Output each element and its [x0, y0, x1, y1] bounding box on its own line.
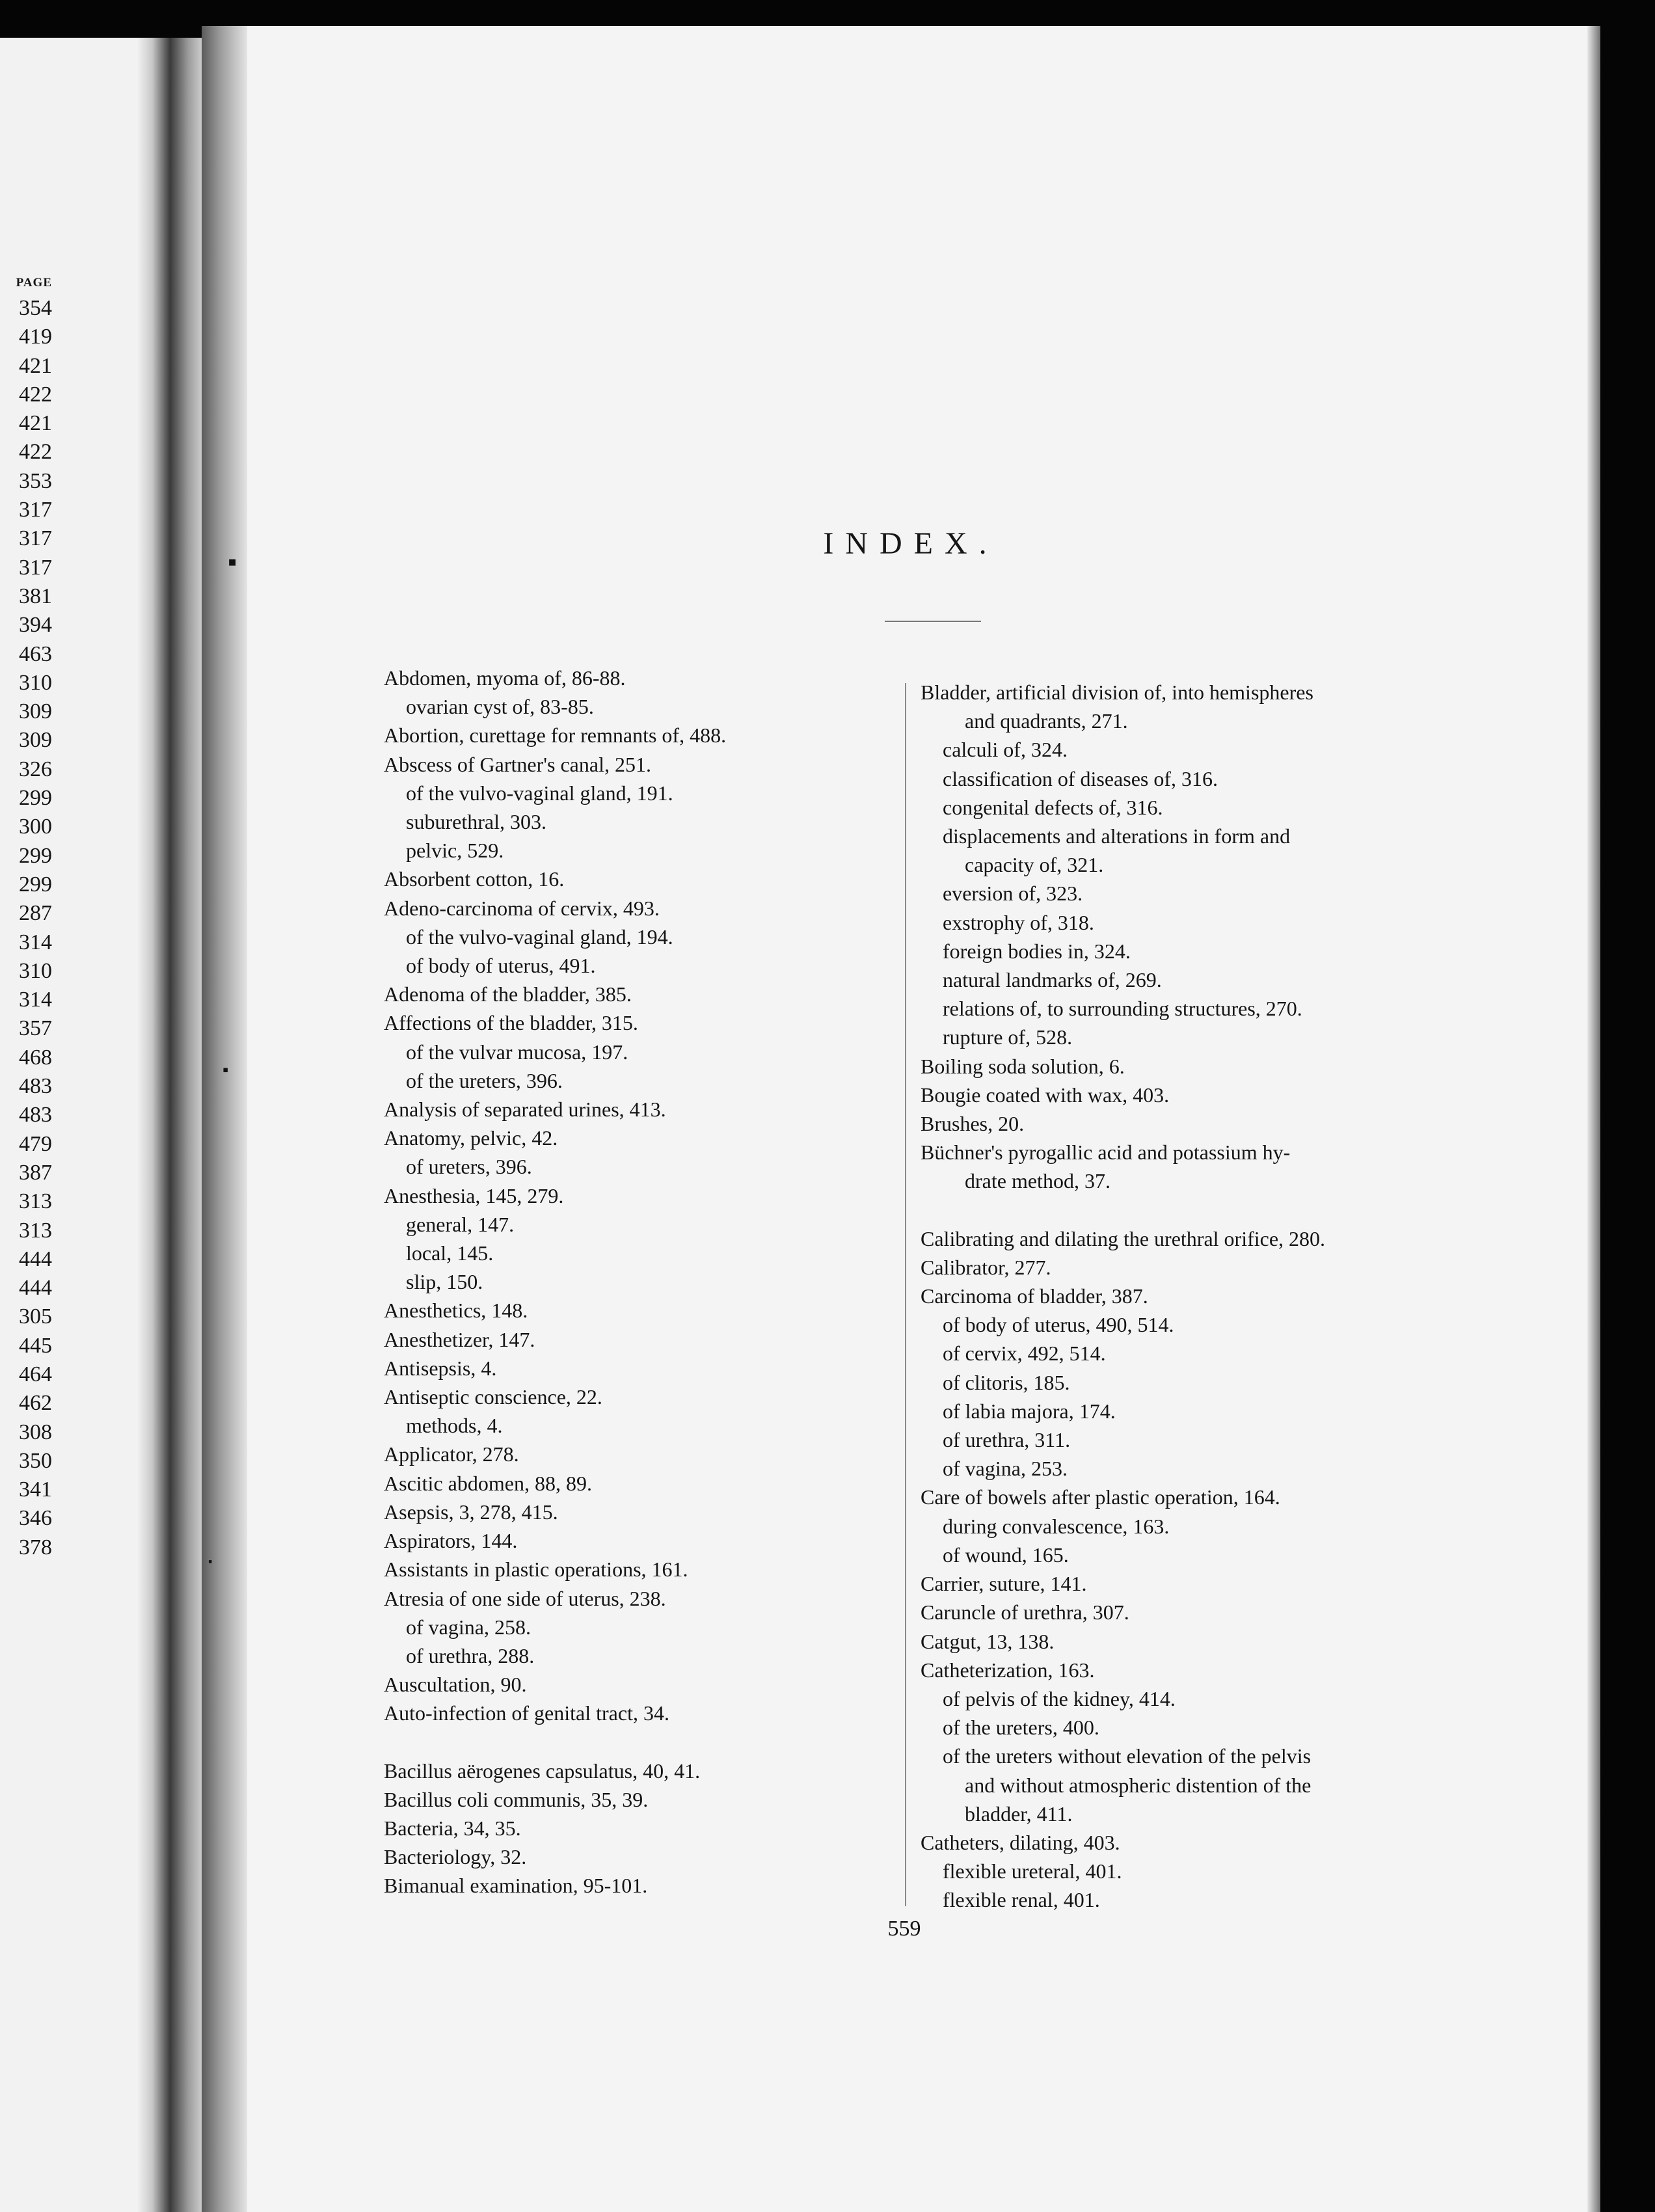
index-subentry: general, 147.: [406, 1212, 515, 1236]
previous-page-number: 444: [19, 1276, 52, 1301]
index-entry: Applicator, 278.: [384, 1442, 519, 1466]
previous-page-number: 317: [19, 555, 52, 580]
index-subentry: drate method, 37.: [965, 1169, 1110, 1193]
index-entry: Asepsis, 3, 278, 415.: [384, 1500, 558, 1524]
index-subentry: capacity of, 321.: [965, 853, 1104, 877]
index-subentry: of body of uterus, 490, 514.: [943, 1313, 1174, 1337]
previous-page-number: 346: [19, 1506, 52, 1531]
index-entry: Bacteriology, 32.: [384, 1845, 527, 1869]
previous-page-number: 357: [19, 1016, 52, 1041]
index-subentry: flexible renal, 401.: [943, 1888, 1100, 1912]
index-entry: Catgut, 13, 138.: [921, 1629, 1055, 1653]
section-gap: [384, 1728, 891, 1757]
index-entry: Auscultation, 90.: [384, 1673, 527, 1697]
previous-page-number: 326: [19, 757, 52, 781]
index-entry: Analysis of separated urines, 413.: [384, 1098, 666, 1122]
index-entry: Brushes, 20.: [921, 1112, 1025, 1136]
previous-page-number: 310: [19, 670, 52, 695]
index-entry: Antiseptic conscience, 22.: [384, 1385, 602, 1409]
index-entry: Abdomen, myoma of, 86-88.: [384, 666, 626, 690]
previous-page-number: 317: [19, 526, 52, 551]
previous-page-number: 419: [19, 325, 52, 349]
index-entry: Carrier, suture, 141.: [921, 1572, 1087, 1596]
previous-page-number: 299: [19, 872, 52, 897]
previous-page-number: 313: [19, 1218, 52, 1243]
previous-page-number: 394: [19, 613, 52, 638]
previous-page-number: 421: [19, 411, 52, 436]
index-entry: Absorbent cotton, 16.: [384, 867, 565, 891]
previous-page-number: 354: [19, 296, 52, 320]
previous-page-numbers: [0, 272, 52, 1562]
index-subentry: methods, 4.: [406, 1414, 503, 1438]
index-subentry: of vagina, 253.: [943, 1457, 1068, 1481]
index-entry: Anatomy, pelvic, 42.: [384, 1126, 558, 1150]
scan-right-border: [1600, 26, 1655, 2212]
index-entry: Bimanual examination, 95-101.: [384, 1874, 648, 1898]
previous-page-header: PAGE: [16, 276, 52, 290]
book-binding-shadow: [202, 26, 247, 2212]
index-entry: Adeno-carcinoma of cervix, 493.: [384, 896, 660, 920]
index-entry: Caruncle of urethra, 307.: [921, 1600, 1129, 1625]
index-subentry: local, 145.: [406, 1241, 494, 1265]
previous-page-number: 422: [19, 440, 52, 465]
index-subentry: relations of, to surrounding structures, 270.: [943, 997, 1302, 1021]
index-subentry: of urethra, 311.: [943, 1428, 1071, 1452]
previous-page-number: 483: [19, 1074, 52, 1099]
index-subentry: of wound, 165.: [943, 1543, 1069, 1567]
index-subentry: natural landmarks of, 269.: [943, 968, 1162, 992]
index-subentry: of labia majora, 174.: [943, 1399, 1116, 1423]
index-entry: Affections of the bladder, 315.: [384, 1011, 638, 1035]
previous-page-number: 310: [19, 958, 52, 983]
index-column-right: [921, 678, 1454, 1915]
previous-page-number: 479: [19, 1131, 52, 1156]
index-entry: Aspirators, 144.: [384, 1529, 518, 1553]
index-subentry: of urethra, 288.: [406, 1643, 535, 1667]
index-subentry: eversion of, 323.: [943, 882, 1083, 906]
previous-page-number: 445: [19, 1333, 52, 1358]
index-entry: Care of bowels after plastic operation, 164.: [921, 1485, 1280, 1509]
index-entry: Büchner's pyrogallic acid and potassium hy-: [921, 1140, 1291, 1165]
previous-page-number: 468: [19, 1045, 52, 1070]
previous-page-number: 305: [19, 1304, 52, 1329]
index-entry: Abortion, curettage for remnants of, 488.: [384, 723, 727, 748]
index-entry: Auto-infection of genital tract, 34.: [384, 1701, 669, 1725]
index-subentry: bladder, 411.: [965, 1801, 1073, 1826]
index-entry: Atresia of one side of uterus, 238.: [384, 1586, 666, 1610]
index-entry: Ascitic abdomen, 88, 89.: [384, 1471, 592, 1495]
previous-page-number: 299: [19, 843, 52, 868]
index-entry: Boiling soda solution, 6.: [921, 1054, 1125, 1078]
index-entry: Assistants in plastic operations, 161.: [384, 1558, 688, 1582]
previous-page-number: 314: [19, 930, 52, 954]
index-entry: Abscess of Gartner's canal, 251.: [384, 752, 651, 776]
scan-speck: ▪: [228, 547, 237, 576]
index-entry: Adenoma of the bladder, 385.: [384, 982, 632, 1006]
index-subentry: of the vulvo-vaginal gland, 194.: [406, 924, 673, 949]
previous-page-number: 422: [19, 382, 52, 407]
index-entry: Anesthetizer, 147.: [384, 1327, 535, 1351]
previous-page-number: 309: [19, 728, 52, 753]
column-divider: [905, 683, 906, 1906]
index-entry: Bladder, artificial division of, into hemispheres: [921, 681, 1313, 704]
index-subentry: of body of uterus, 491.: [406, 954, 596, 978]
index-entry: Bacillus aërogenes capsulatus, 40, 41.: [384, 1759, 701, 1783]
index-subentry: of the ureters, 400.: [943, 1716, 1099, 1740]
index-subentry: rupture of, 528.: [943, 1025, 1073, 1049]
index-entry: Bacillus coli communis, 35, 39.: [384, 1787, 649, 1811]
index-entry: Calibrator, 277.: [921, 1255, 1051, 1279]
index-entry: Catheterization, 163.: [921, 1658, 1095, 1682]
previous-page-number: 341: [19, 1477, 52, 1502]
index-subentry: of vagina, 258.: [406, 1615, 531, 1639]
index-subentry: of clitoris, 185.: [943, 1370, 1070, 1394]
previous-page-number: 387: [19, 1160, 52, 1185]
previous-page-number: 463: [19, 641, 52, 666]
index-subentry: of the ureters, 396.: [406, 1068, 563, 1092]
previous-page-edge-shadow: [138, 38, 209, 2212]
index-entry: Bacteria, 34, 35.: [384, 1816, 521, 1840]
page-number: 559: [887, 1917, 921, 1941]
index-subentry: ovarian cyst of, 83-85.: [406, 695, 594, 719]
index-subentry: of the vulvo-vaginal gland, 191.: [406, 781, 673, 805]
previous-page-number: 353: [19, 468, 52, 493]
index-subentry: of the vulvar mucosa, 197.: [406, 1040, 628, 1064]
index-subentry: of cervix, 492, 514.: [943, 1342, 1106, 1366]
previous-page-number: 444: [19, 1247, 52, 1271]
previous-page-number: 462: [19, 1391, 52, 1416]
index-subentry: calculi of, 324.: [943, 738, 1068, 762]
index-entry: Catheters, dilating, 403.: [921, 1830, 1120, 1854]
previous-page-number: 464: [19, 1362, 52, 1386]
previous-page-number: 483: [19, 1103, 52, 1127]
previous-page-number: 308: [19, 1420, 52, 1444]
index-entry: Antisepsis, 4.: [384, 1356, 497, 1380]
previous-page-number: 381: [19, 584, 52, 608]
index-entry: Carcinoma of bladder, 387.: [921, 1284, 1148, 1308]
previous-page-number: 287: [19, 901, 52, 926]
scan-speck: ▪: [208, 1555, 213, 1568]
previous-page-number: 299: [19, 786, 52, 811]
index-subentry: flexible ureteral, 401.: [943, 1859, 1122, 1883]
title-rule: [885, 621, 981, 622]
index-subentry: exstrophy of, 318.: [943, 910, 1094, 934]
previous-page-number: 421: [19, 353, 52, 378]
index-subentry: of pelvis of the kidney, 414.: [943, 1686, 1176, 1710]
previous-page-number: 314: [19, 988, 52, 1012]
index-subentry: foreign bodies in, 324.: [943, 939, 1131, 963]
index-subentry: classification of diseases of, 316.: [943, 766, 1218, 790]
scan-speck: ▪: [222, 1060, 229, 1079]
previous-page-number: 313: [19, 1189, 52, 1214]
previous-page-number: 309: [19, 699, 52, 724]
index-subentry: and quadrants, 271.: [965, 709, 1128, 733]
index-column-left: [384, 664, 891, 1900]
index-subentry: displacements and alterations in form and: [943, 824, 1291, 848]
index-entry: Anesthesia, 145, 279.: [384, 1183, 564, 1207]
index-subentry: suburethral, 303.: [406, 810, 546, 834]
index-subentry: congenital defects of, 316.: [943, 795, 1163, 819]
index-subentry: pelvic, 529.: [406, 839, 504, 863]
section-gap: [921, 1196, 1454, 1224]
previous-page-number: 378: [19, 1535, 52, 1559]
index-subentry: of ureters, 396.: [406, 1155, 532, 1179]
index-subentry: and without atmospheric distention of the: [965, 1773, 1312, 1797]
index-entry: Bougie coated with wax, 403.: [921, 1083, 1170, 1107]
previous-page-number: 317: [19, 498, 52, 522]
index-subentry: of the ureters without elevation of the pelvis: [943, 1744, 1312, 1768]
index-entry: Anesthetics, 148.: [384, 1299, 528, 1323]
index-entry: Calibrating and dilating the urethral orifice, 280.: [921, 1226, 1326, 1250]
index-subentry: slip, 150.: [406, 1270, 483, 1294]
page-title: INDEX.: [823, 526, 999, 561]
previous-page-number: 300: [19, 815, 52, 839]
index-subentry: during convalescence, 163.: [943, 1514, 1170, 1538]
previous-page-number: 350: [19, 1448, 52, 1473]
